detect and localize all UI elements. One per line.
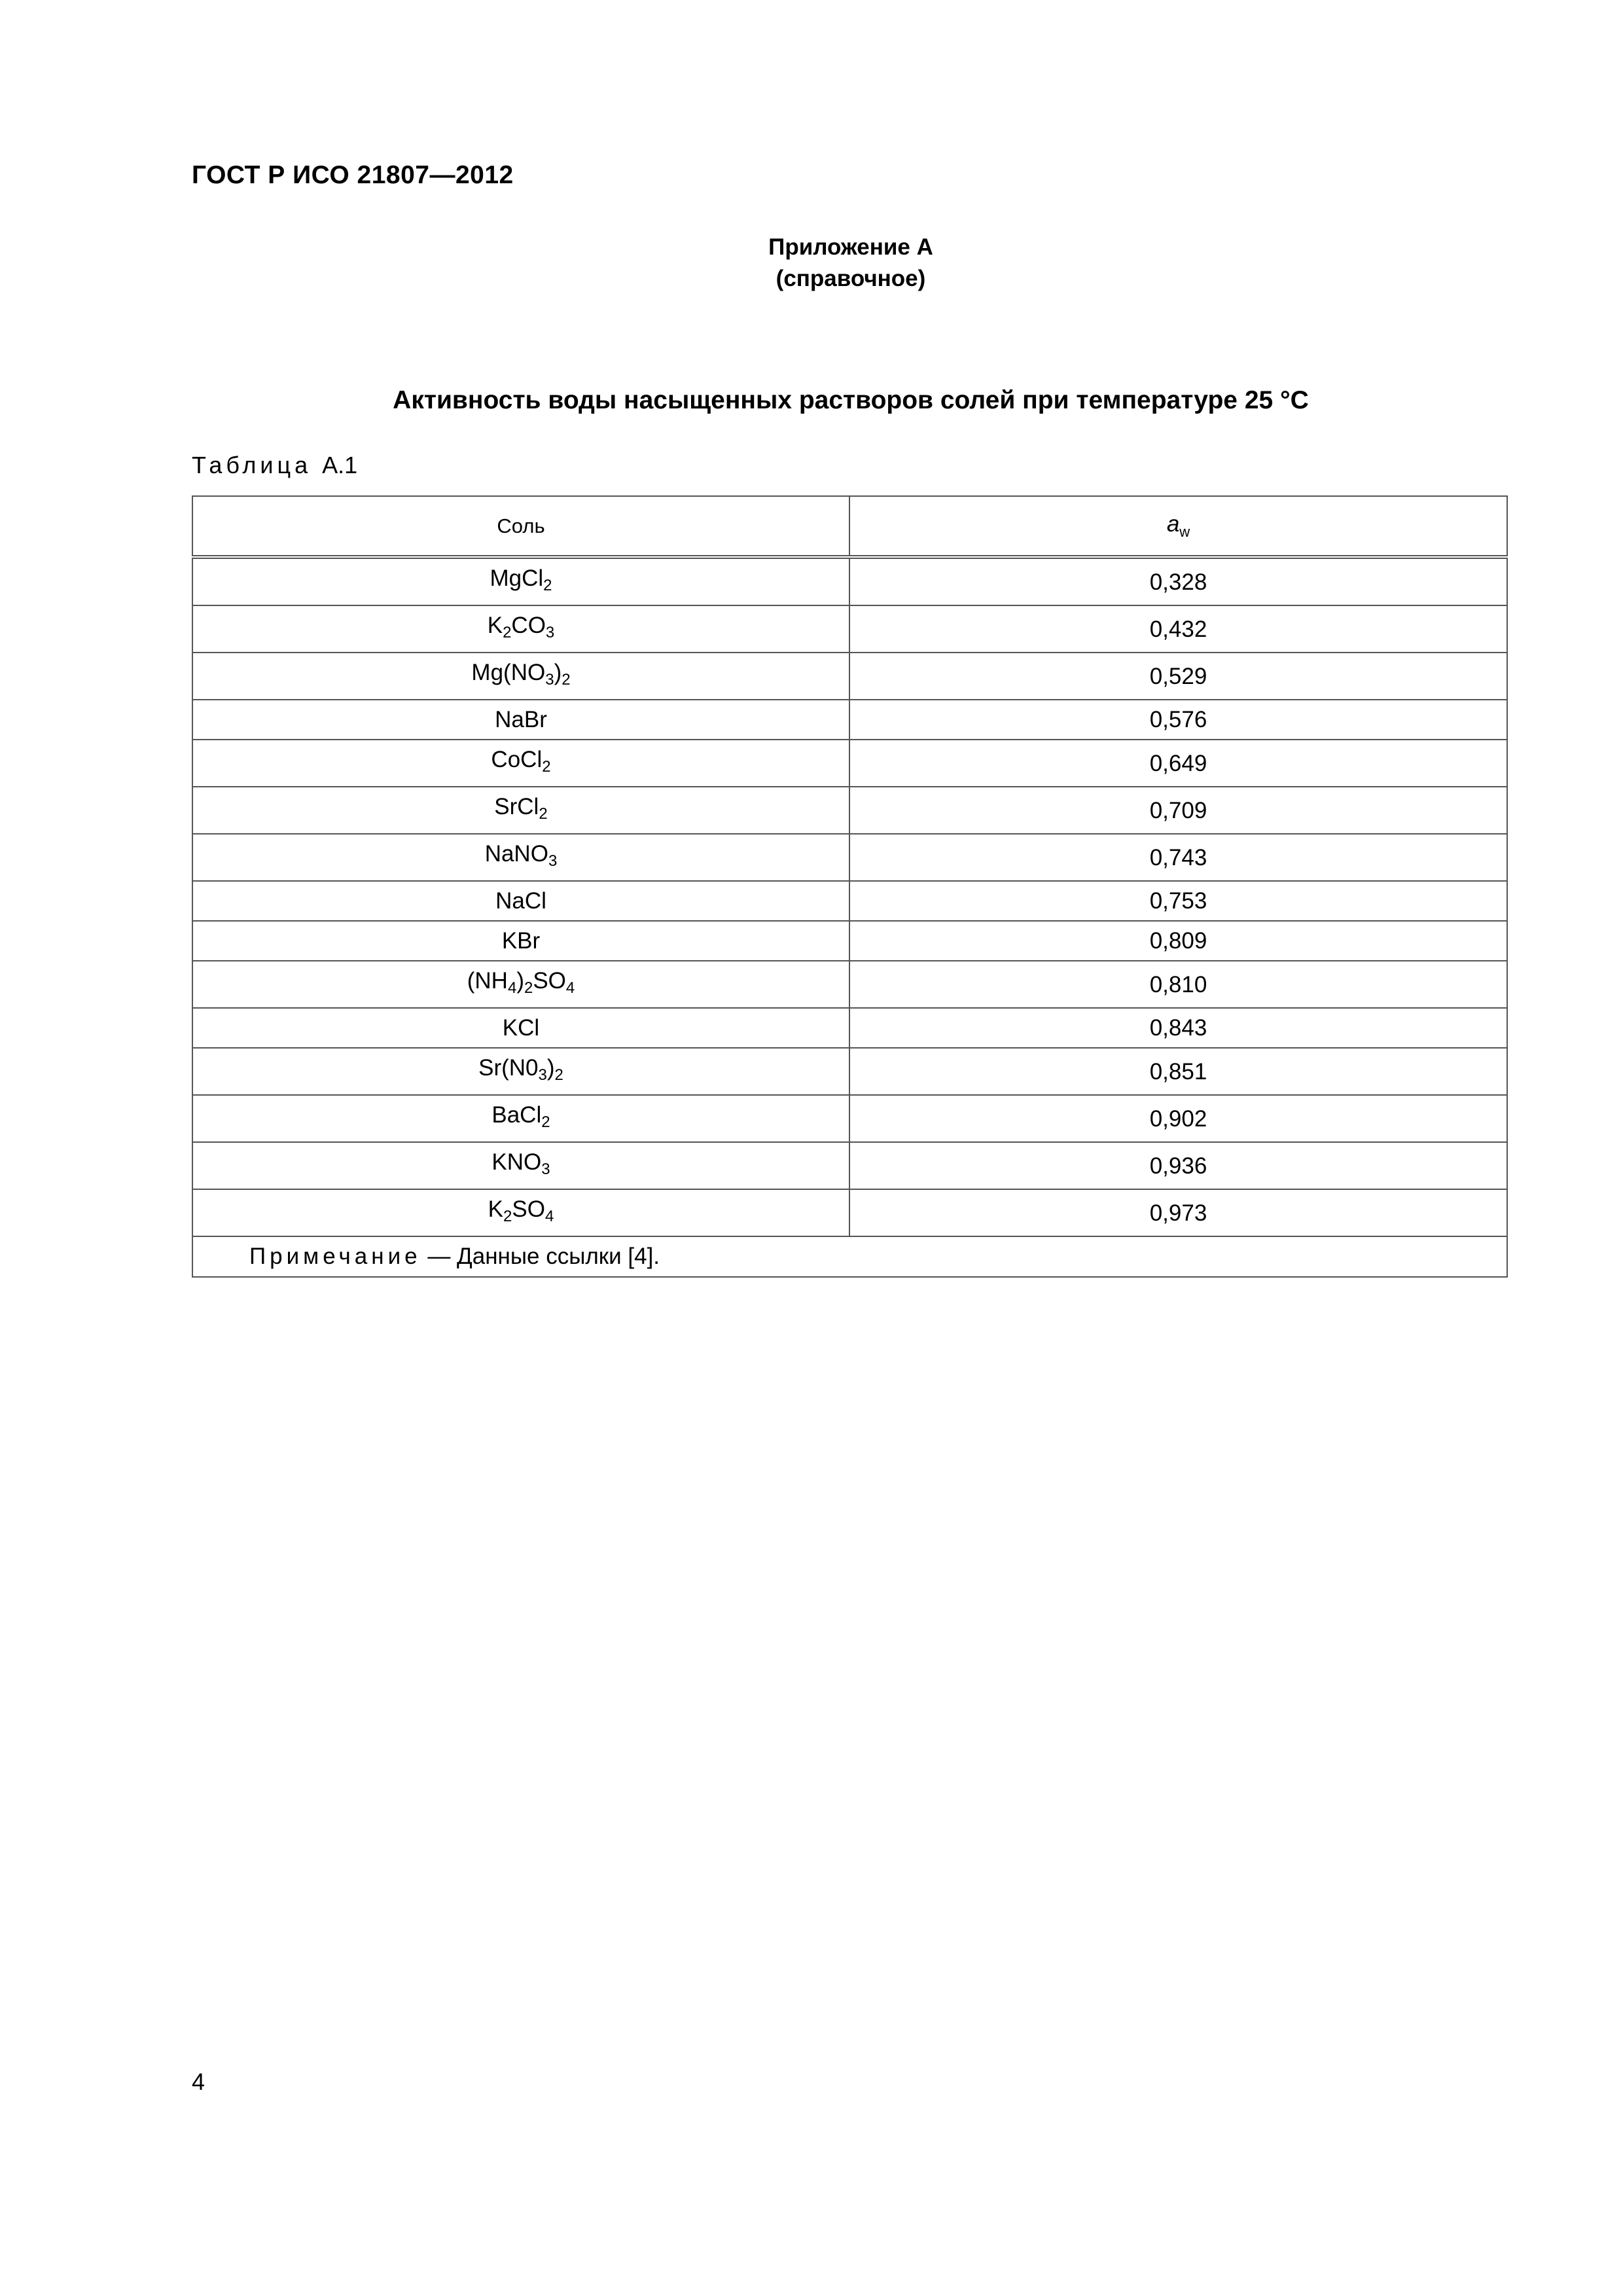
formula-part: K <box>487 613 503 638</box>
formula-part: CoCl <box>491 747 543 772</box>
table-caption <box>192 452 357 479</box>
annex-heading <box>654 232 1047 295</box>
water-activity-table <box>192 495 1508 1278</box>
aw-value-cell: 0,809 <box>849 921 1507 961</box>
table-note <box>192 1236 1507 1277</box>
formula-subscript: 2 <box>539 805 548 823</box>
formula-subscript: 4 <box>507 979 517 997</box>
formula-subscript: 2 <box>541 1113 550 1131</box>
formula-subscript: 2 <box>503 1208 512 1225</box>
table-note-row <box>192 1236 1507 1277</box>
aw-subscript: w <box>1179 524 1190 540</box>
formula-subscript: 3 <box>548 852 558 870</box>
salt-cell <box>192 921 849 961</box>
formula-part: CO <box>511 613 546 638</box>
annex-status: (справочное) <box>776 266 926 291</box>
table-caption-number: А.1 <box>322 452 358 478</box>
salt-cell <box>192 1048 849 1095</box>
table-row <box>192 834 1507 881</box>
aw-value-cell: 0,743 <box>849 834 1507 881</box>
formula-part: ) <box>546 1055 555 1081</box>
aw-value-cell: 0,576 <box>849 700 1507 740</box>
aw-value-cell: 0,936 <box>849 1142 1507 1189</box>
formula-subscript: 3 <box>538 1066 547 1084</box>
formula-part: SO <box>533 968 566 994</box>
table-row <box>192 1189 1507 1236</box>
formula-subscript: 3 <box>545 624 555 641</box>
formula-subscript: 4 <box>565 979 575 997</box>
page-number: 4 <box>192 2068 205 2095</box>
formula-subscript: 3 <box>541 1160 550 1178</box>
table-row <box>192 881 1507 921</box>
formula-part: MgCl <box>490 565 544 591</box>
table-row <box>192 700 1507 740</box>
formula-part: K <box>488 1196 504 1222</box>
formula-part: ) <box>554 660 562 685</box>
aw-symbol: a <box>1166 511 1180 537</box>
formula-subscript: 2 <box>543 577 552 594</box>
formula-subscript: 2 <box>554 1066 563 1084</box>
table-row <box>192 921 1507 961</box>
table-row <box>192 1008 1507 1048</box>
formula-subscript: 2 <box>524 979 533 997</box>
formula-part: NaNO <box>484 841 548 867</box>
aw-value-cell: 0,843 <box>849 1008 1507 1048</box>
formula-part: KNO <box>491 1149 542 1175</box>
formula-subscript: 2 <box>503 624 512 641</box>
salt-cell <box>192 834 849 881</box>
formula-part: Mg(NO <box>471 660 546 685</box>
table-row <box>192 1048 1507 1095</box>
formula-subscript: 3 <box>545 671 554 689</box>
salt-cell <box>192 1142 849 1189</box>
formula-part: SO <box>512 1196 545 1222</box>
aw-value-cell: 0,973 <box>849 1189 1507 1236</box>
table-row <box>192 1095 1507 1142</box>
salt-cell <box>192 740 849 787</box>
aw-value-cell: 0,902 <box>849 1095 1507 1142</box>
aw-value-cell: 0,709 <box>849 787 1507 834</box>
formula-part: ) <box>516 968 524 994</box>
formula-part: NaCl <box>495 888 546 914</box>
salt-cell <box>192 700 849 740</box>
table-row <box>192 1142 1507 1189</box>
aw-value-cell: 0,753 <box>849 881 1507 921</box>
salt-cell <box>192 557 849 605</box>
aw-value-cell: 0,649 <box>849 740 1507 787</box>
table-body <box>192 557 1507 1236</box>
aw-value-cell: 0,810 <box>849 961 1507 1008</box>
table-row <box>192 557 1507 605</box>
aw-value-cell: 0,529 <box>849 653 1507 700</box>
formula-part: Sr(N0 <box>478 1055 539 1081</box>
formula-part: (NH <box>467 968 508 994</box>
table-caption-word: Таблица <box>192 452 312 478</box>
note-label: Примечание <box>249 1244 421 1269</box>
formula-part: SrCl <box>494 794 539 819</box>
table-row <box>192 961 1507 1008</box>
table-row <box>192 787 1507 834</box>
salt-cell <box>192 881 849 921</box>
aw-value-cell: 0,328 <box>849 557 1507 605</box>
annex-label: Приложение А <box>768 234 933 260</box>
aw-value-cell: 0,432 <box>849 605 1507 653</box>
formula-part: KBr <box>501 928 541 954</box>
salt-cell <box>192 653 849 700</box>
formula-part: KCl <box>502 1015 540 1041</box>
formula-part: NaBr <box>495 707 547 732</box>
salt-cell <box>192 1095 849 1142</box>
annex-title: Активность воды насыщенных растворов солей при температуре 25 °С <box>393 386 1309 414</box>
salt-cell <box>192 961 849 1008</box>
salt-cell <box>192 1008 849 1048</box>
table-row <box>192 740 1507 787</box>
table-row <box>192 605 1507 653</box>
salt-cell <box>192 787 849 834</box>
formula-subscript: 4 <box>544 1208 554 1225</box>
note-text: — Данные ссылки [4]. <box>421 1244 660 1269</box>
column-header-aw <box>849 496 1507 557</box>
salt-cell <box>192 605 849 653</box>
document-header-code: ГОСТ Р ИСО 21807—2012 <box>192 161 514 189</box>
column-header-salt: Соль <box>192 496 849 557</box>
formula-subscript: 2 <box>562 671 571 689</box>
table-header-row <box>192 496 1507 557</box>
table-row <box>192 653 1507 700</box>
salt-cell <box>192 1189 849 1236</box>
aw-value-cell: 0,851 <box>849 1048 1507 1095</box>
formula-subscript: 2 <box>542 758 551 776</box>
formula-part: BaCl <box>491 1102 542 1128</box>
